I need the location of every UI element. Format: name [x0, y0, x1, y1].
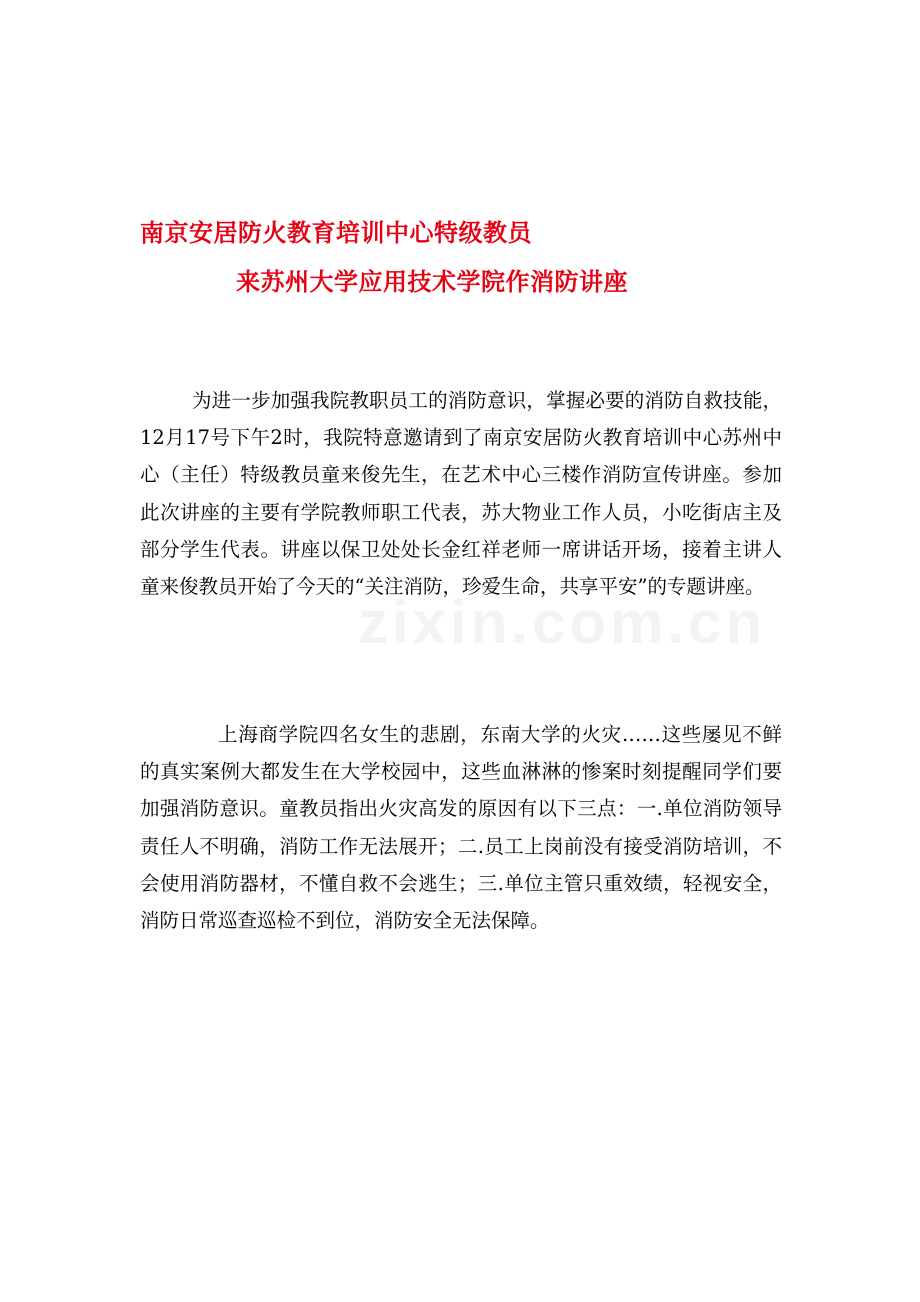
watermark: zixin.com.cn	[358, 589, 767, 656]
title-line-2: 来苏州大学应用技术学院作消防讲座	[236, 268, 628, 296]
paragraph-2: 上海商学院四名女生的悲剧，东南大学的火灾……这些屡见不鲜的真实案例大都发生在大学校园中，这些血淋淋的惨案时刻提醒同学们要加强消防意识。童教员指出火灾高发的原因有以下三点：一.单位消防领导责任人不明确，消防工作无法展开；二.员工上岗前没有接受消防培训，不会使用消防器材，不懂自救不会逃生；三.单位主管只重效绩，轻视安全，消防日常巡查巡检不到位，消防安全无法保障。	[140, 723, 782, 933]
paragraph-1: 为进一步加强我院教职员工的消防意识，掌握必要的消防自救技能，12月17号下午2时，我院特意邀请到了南京安居防火教育培训中心苏州中心（主任）特级教员童来俊先生，在艺术中心三楼作消防宣传讲座。参加此次讲座的主要有学院教师职工代表，苏大物业工作人员，小吃街店主及部分学生代表。讲座以保卫处处长金红祥老师一席讲话开场，接着主讲人童来俊教员开始了今天的“关注消防，珍爱生命，共享平安”的专题讲座。	[140, 389, 782, 599]
title-line-1: 南京安居防火教育培训中心特级教员	[140, 219, 532, 247]
